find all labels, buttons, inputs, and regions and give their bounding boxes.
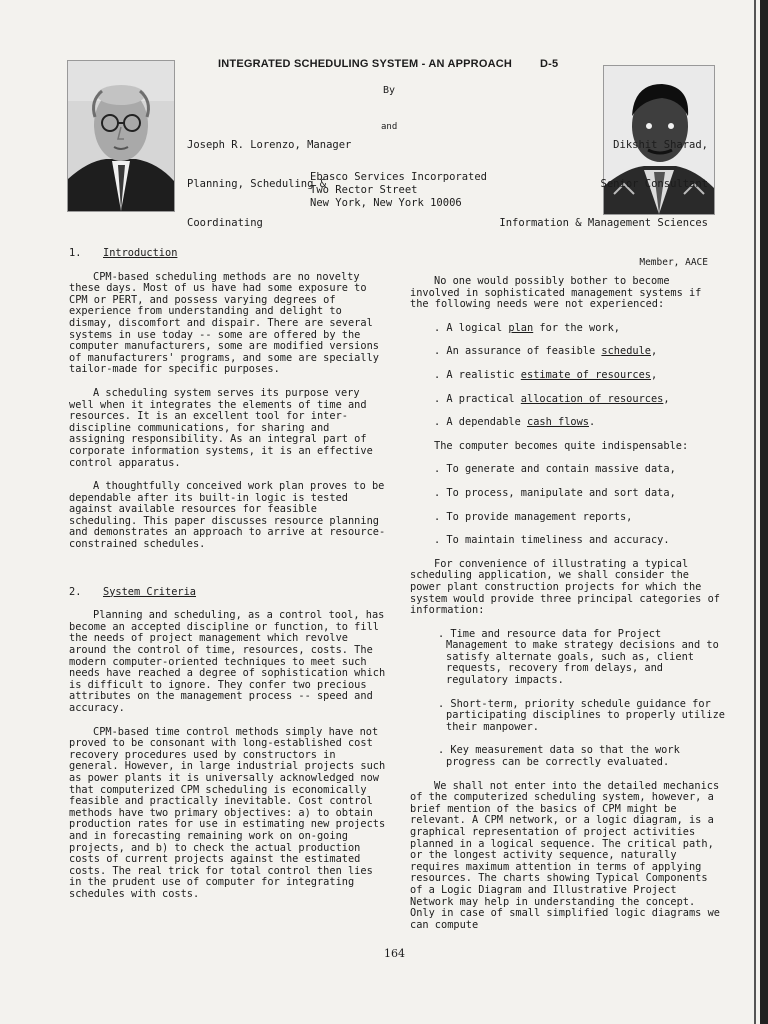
paragraph: CPM-based time control methods simply have not proved to be consonant with long-established cost recovery procedures used by constructors in general. However, in large industrial projects such as power plants it is universally acknowledged now that computerized CPM scheduling is economically feasible and practically inevitable. Cost control methods have two primary objectives: a) to obtain production rates for use in estimating new projects and in forecasting remaining work on on-going projects, and b) to check the actual production costs of current projects against the estimated costs. The real trick for total control then lies in the prudent use of computer for integrating schedules with costs. [69,725,386,900]
author-right-title-2: Information & Management Sciences [499,217,708,229]
scan-edge-line [754,0,756,1024]
section-number: 1. [69,247,82,259]
list-item: . Key measurement data so that the work progress can be correctly evaluated. [438,744,680,769]
list-item: . A dependable cash flows. [434,416,596,429]
paragraph: A thoughtfully conceived work plan proves to be dependable after its built-in logic is tested against available resources for feasible scheduling. This paper discusses resource planning and demonstrates an approach to arrive at resource-constrained schedules. [69,480,386,551]
computer-uses-list [410,464,725,546]
section-title: Introduction [103,247,178,259]
paragraph: The computer becomes quite indispensable: [434,439,689,452]
paragraph: CPM-based scheduling methods are no novelty these days. Most of us have had some exposure to CPM or PERT, and possess varying degrees of experience from understanding and delight to dismay, discomfort and dispair. There are several systems in use today -- some are offered by the computer manufacturers, some are modified versions of manufacturers' programs, and some are specially tailor-made for specific purposes. [69,270,379,376]
list-item: . A realistic estimate of resources, [434,368,658,381]
paragraph: A scheduling system serves its purpose very well when it integrates the elements of time and resources. It is an excellent tool for inter-discipline communications, for sharing and assigning responsibility. As an integral part of corporate information systems, it is an effective control apparatus. [69,386,373,469]
author-right-member: Member, AACE [639,257,708,268]
section-heading-system-criteria [69,587,389,599]
page-number: 164 [384,947,405,960]
author-photo-left [67,60,175,212]
paper-code: D-5 [540,58,559,70]
list-item: . A logical plan for the work, [434,321,621,334]
section-number: 2. [69,585,82,598]
paragraph: For convenience of illustrating a typical scheduling application, we shall consider the power plant construction projects for which the system would provide three principal categories of information: [410,557,720,617]
author-right-name: Dikshit Sharad, [613,139,708,151]
list-item: . To process, manipulate and sort data, [434,486,676,499]
list-item: . Time and resource data for Project Management to make strategy decisions and to satisfy alternate goals, such as, client requests, recovery from delays, and regulatory impacts. [438,627,719,687]
paragraph: No one would possibly bother to become involved in sophisticated management systems if the following needs were not experienced: [410,275,702,311]
information-categories-list [410,629,725,769]
list-item: . Short-term, priority schedule guidance for participating disciplines to properly utilize their manpower. [438,697,725,733]
list-item: . To generate and contain massive data, [434,463,676,476]
author-left-title-2: Coordinating [187,217,263,229]
list-item: . An assurance of feasible schedule, [434,345,658,358]
left-column [69,248,389,913]
document-page: INTEGRATED SCHEDULING SYSTEM - AN APPROACH D-5 By Joseph R. Lorenzo, Manager Planning, Scheduling & Coordinating and Dikshit Sharad, Senior Consultant Information & Management Sciences Member, AACE Ebasco Services Incorporated Two Rector Street New York, New York 10006 1. Introduction CPM-based scheduling methods are no novelty these days. Most of us have had some exposure to CPM or PERT, and possess varying degrees of experience from understanding and delight to dismay, discomfort and dispair. There are several systems in use today -- some are offered by the computer manufacturers, some are modified versions of manufacturers' programs, and some are specially tailor-made for specific purposes. A scheduling system serves its purpose very well when it integrates the elements of time and resources. It is an excellent tool for inter-discipline communications, for sharing and assigning responsibility. As an integral part of corporate information systems, it is an effective control apparatus. A thoughtfully conceived work plan proves to be dependable after its built-in logic is tested against available resources for feasible scheduling. This paper discusses resource planning and demonstrates an approach to arrive at resource-constrained schedules. 2. System Criteria Planning and scheduling, as a control tool, has become an accepted discipline or function, to fill the needs of project management which revolve around the control of time, resources, costs. The modern computer-oriented techniques to meet such needs have reached a degree of sophistication which is difficult to ignore. They confer two precious attributes on the management process -- speed and accuracy. CPM-based time control methods simply have not proved to be consonant with long-established cost recovery procedures used by constructors in general. However, in large industrial projects such as power plants it is universally acknowledged now that computerized CPM scheduling is economically feasible and practically inevitable. Cost control methods have two primary objectives: a) to obtain production rates for use in estimating new projects and in forecasting remaining work on on-going projects, and b) to check the actual production costs of current projects against the estimated costs. The real trick for total control then lies in the prudent use of computer for integrating schedules with costs. No one would possibly bother to become involved in sophisticated management systems if the following needs were not experienced: . A logical plan for the work, . An assurance of feasible schedule, . A realistic estimate of resources, . A practical allocation of resources, . A dependable cash flows. The computer becomes quite indispensable: . To generate and contain massive data, . To process, manipulate and sort data, . To provide management reports, . To maintain timeliness and accuracy. For convenience of illustrating a typical scheduling application, we shall consider the power plant construction projects for which the system would provide three principal categories of information: . Time and resource data for Project Management to make strategy decisions and to satisfy alternate goals, such as, client requests, recovery from delays, and regulatory impacts. . Short-term, priority schedule guidance for participating disciplines to properly utilize their manpower. . Key measurement data so that the work progress can be correctly evaluated. We shall not enter into the detailed mechanics of the computerized scheduling system, however, a brief mention of the basics of CPM might be relevant. A CPM network, or a logic diagram, is a graphical representation of project activities planned in a logical sequence. The critical path, or the longest activity sequence, naturally requires maximum attention in terms of applying resources. The charts showing Typical Components of a Logic Diagram and Illustrative Project Network may help in understanding the concept. Only in case of small simplified logic diagrams we can compute 164 [0,0,768,1024]
author-right-title-1: Senior Consultant [600,178,708,190]
section-title: System Criteria [103,585,196,598]
company-address [310,171,487,210]
list-item: . To maintain timeliness and accuracy. [434,534,670,547]
portrait-left-drawing [68,61,174,211]
needs-list [410,323,725,429]
author-left-name: Joseph R. Lorenzo, Manager [187,139,352,151]
author-left-title-1: Planning, Scheduling & [187,178,327,190]
paragraph: Planning and scheduling, as a control tool, has become an accepted discipline or function, to fill the needs of project management which revolve around the control of time, resources, costs. The modern computer-oriented techniques to meet such needs have reached a degree of sophistication which is difficult to ignore. They confer two precious attributes on the management process -- speed and accuracy. [69,609,386,714]
right-column [410,276,725,943]
paragraph: We shall not enter into the detailed mechanics of the computerized scheduling system, however, a brief mention of the basics of CPM might be relevant. A CPM network, or a logic diagram, is a graphical representation of project activities planned in a logical sequence. The critical path, or the longest activity sequence, naturally requires maximum attention in terms of applying resources. The charts showing Typical Components of a Logic Diagram and Illustrative Project Network may help in understanding the concept. Only in case of small simplified logic diagrams we can compute [410,779,720,931]
author-right [499,113,708,295]
by-line: By [383,85,396,96]
and-connector: and [381,122,398,132]
scan-edge [760,0,768,1024]
section-spacer [69,563,389,587]
list-item: . To provide management reports, [434,510,633,523]
list-item: . A practical allocation of resources, [434,392,670,405]
company-street: Two Rector Street [310,184,418,196]
company-name: Ebasco Services Incorporated [310,171,488,183]
company-city: New York, New York 10006 [310,197,462,209]
section-heading-introduction [69,248,389,260]
